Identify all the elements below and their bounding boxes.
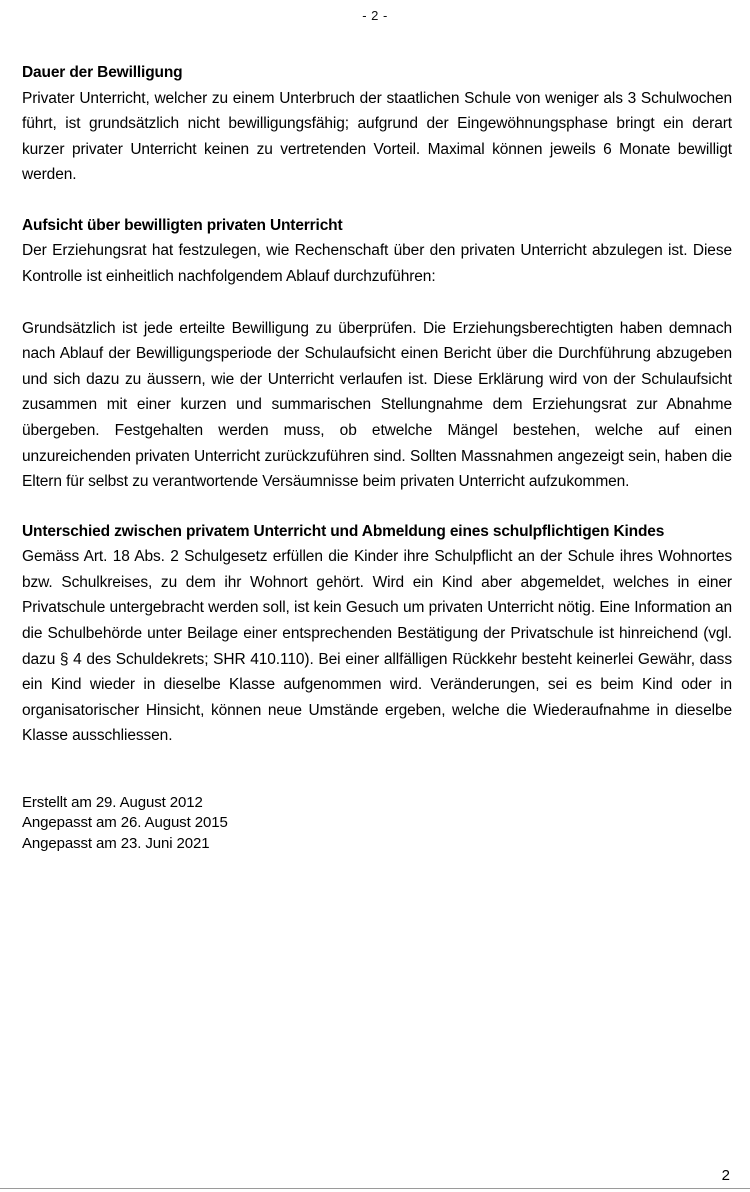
section-unterschied-privatunterricht-abmeldung	[22, 519, 732, 749]
section-paragraph: Gemäss Art. 18 Abs. 2 Schulgesetz erfüllen die Kinder ihre Schulpflicht an der Schule ihres Wohnortes bzw. Schulkreises, zu dem ihr Wohnort gehört. Wird ein Kind aber abgemeldet, welches in einer Privatschule untergebracht werden soll, ist kein Gesuch um privaten Unterricht nötig. Eine Information an die Schulbehörde unter Beilage einer entsprechenden Bestätigung der Privatschule ist hinreichend (vgl. dazu § 4 des Schuldekrets; SHR 410.110). Bei einer allfälligen Rückkehr besteht keinerlei Gewähr, dass ein Kind wieder in dieselbe Klasse aufgenommen wird. Veränderungen, sei es beim Kind oder in organisatorischer Hinsicht, können neue Umstände ergeben, welche die Wiederaufnahme in dieselbe Klasse ausschliessen.	[22, 548, 732, 745]
section-paragraph: Grundsätzlich ist jede erteilte Bewilligung zu überprüfen. Die Erziehungsberechtigten haben demnach nach Ablauf der Bewilligungsperiode der Schulaufsicht einen Bericht über die Durchführung abzugeben und sich dazu zu äussern, wie der Unterricht verlaufen ist. Diese Erklärung wird von der Schulaufsicht zusammen mit einer kurzen und summarischen Stellungnahme dem Erziehungsrat zur Abnahme übergeben. Festgehalten werden muss, ob etwelche Mängel bestehen, welche auf einen unzureichenden privaten Unterricht zurückzuführen sind. Sollten Massnahmen angezeigt sein, haben die Eltern für selbst zu verantwortende Versäumnisse beim privaten Unterricht aufzukommen.	[22, 319, 732, 491]
paragraph-spacer	[22, 290, 732, 316]
document-body	[22, 60, 732, 854]
section-heading: Aufsicht über bewilligten privaten Unterricht	[22, 216, 343, 234]
section-aufsicht-ueber-bewilligten-privaten-unterricht	[22, 213, 732, 495]
revision-updated-2: Angepasst am 23. Juni 2021	[22, 834, 210, 852]
section-dauer-der-bewilligung	[22, 60, 732, 188]
section-spacer	[22, 188, 732, 213]
section-paragraph: Privater Unterricht, welcher zu einem Unterbruch der staatlichen Schule von weniger als 3 Schulwochen führt, ist grundsätzlich nicht bewilligungsfähig; aufgrund der Eingewöhnungsphase bringt ein derart kurzer privater Unterricht keinen zu vertretenden Vorteil. Maximal können jeweils 6 Monate bewilligt werden.	[22, 89, 732, 184]
footer-page-number: 2	[721, 1167, 730, 1184]
section-heading: Unterschied zwischen privatem Unterricht und Abmeldung eines schulpflichtigen Kindes	[22, 522, 665, 540]
revision-updated-1: Angepasst am 26. August 2015	[22, 814, 228, 832]
revision-history	[22, 793, 732, 855]
footer-divider	[0, 1188, 750, 1189]
section-paragraph: Der Erziehungsrat hat festzulegen, wie Rechenschaft über den privaten Unterricht abzulegen ist. Diese Kontrolle ist einheitlich nachfolgendem Ablauf durchzuführen:	[22, 242, 732, 285]
revision-created: Erstellt am 29. August 2012	[22, 793, 203, 811]
section-spacer	[22, 495, 732, 519]
section-heading: Dauer der Bewilligung	[22, 64, 183, 81]
page-header-number: - 2 -	[362, 8, 388, 23]
